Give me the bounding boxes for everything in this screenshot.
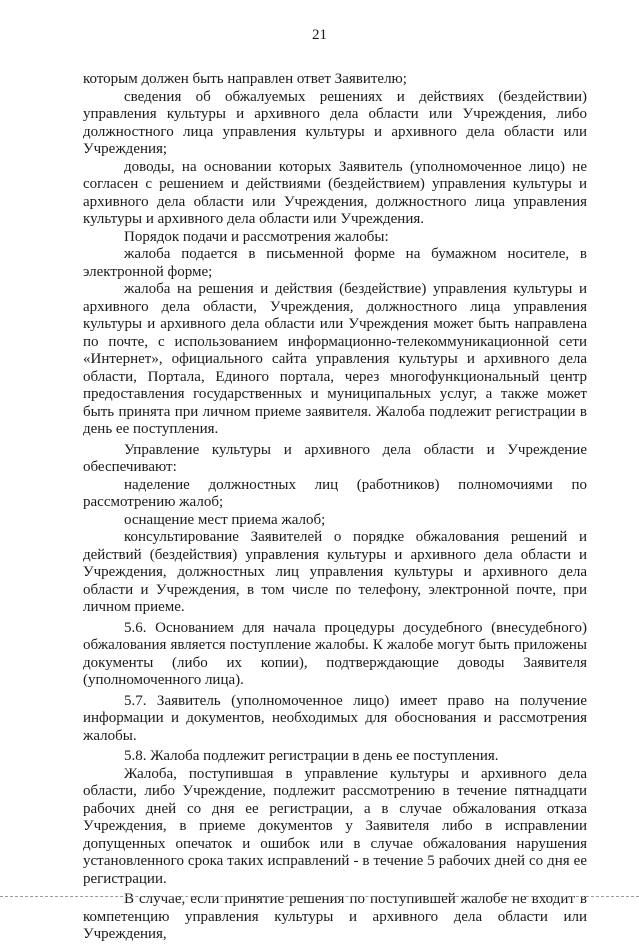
- paragraph: Порядок подачи и рассмотрения жалобы:: [124, 228, 389, 245]
- paragraph: оснащение мест приема жалоб;: [124, 511, 326, 528]
- paragraph: жалоба на решения и действия (бездействие) управления культуры и архивного дела области, Учреждения, должностного лица управления культуры и архивного дела области или Учреждения может быть направлена по почте, с использованием информационно-телекоммуникационной сети «Интернет», официального сайта управления культуры и архивного дела области, Портала, Единого портала, через многофункциональный центр предоставления государственных и муниципальных услуг, а также может быть принята при личном приеме заявителя. Жалоба подлежит регистрации в день ее поступления.: [83, 281, 587, 437]
- paragraph: консультирование Заявителей о порядке обжалования решений и действий (бездействия) управления культуры и архивного дела области и Учреждения, должностных лиц управления культуры и архивного дела области и Учреждения, в том числе по телефону, электронной почте, при личном приеме.: [83, 529, 587, 615]
- paragraph: Жалоба, поступившая в управление культуры и архивного дела области, либо Учреждение, подлежит рассмотрению в течение пятнадцати рабочих дней со дня ее регистрации, а в случае обжалования отказа Учреждения, в приеме документов у Заявителя либо в исправлении допущенных опечаток и ошибок или в случае обжалования нарушения установленного срока таких исправлений - в течение 5 рабочих дней со дня ее регистрации.: [83, 765, 587, 887]
- paragraph: жалоба подается в письменной форме на бумажном носителе, в электронной форме;: [83, 246, 587, 280]
- paragraph: 5.7. Заявитель (уполномоченное лицо) имеет право на получение информации и документов, необходимых для обоснования и рассмотрения жалобы.: [83, 692, 587, 744]
- paragraph: наделение должностных лиц (работников) полномочиями по рассмотрению жалоб;: [83, 476, 587, 510]
- paragraph: которым должен быть направлен ответ Заявителю;: [83, 71, 407, 87]
- paragraph: Управление культуры и архивного дела области и Учреждение обеспечивают:: [83, 441, 587, 475]
- paragraph: доводы, на основании которых Заявитель (уполномоченное лицо) не согласен с решением и действиями (бездействием) управления культуры и архивного дела области или Учреждения, должностного лица управления культуры и архивного дела области или Учреждения.: [83, 158, 587, 227]
- page-number: 21: [312, 27, 327, 43]
- paragraph: сведения об обжалуемых решениях и действиях (бездействии) управления культуры и архивного дела области или Учреждения, либо должностного лица управления культуры и архивного дела области или Учреждения;: [83, 88, 587, 157]
- paragraph: 5.8. Жалоба подлежит регистрации в день ее поступления.: [124, 748, 499, 764]
- paragraph: В случае, если принятие решения по поступившей жалобе не входит в компетенцию управления культуры и архивного дела области или Учреждения,: [83, 891, 587, 942]
- document-body: [83, 71, 587, 944]
- scan-edge-divider: [0, 896, 639, 897]
- paragraph: 5.6. Основанием для начала процедуры досудебного (внесудебного) обжалования является поступление жалобы. К жалобе могут быть приложены документы (либо их копии), подтверждающие доводы Заявителя (уполномоченного лица).: [83, 619, 587, 688]
